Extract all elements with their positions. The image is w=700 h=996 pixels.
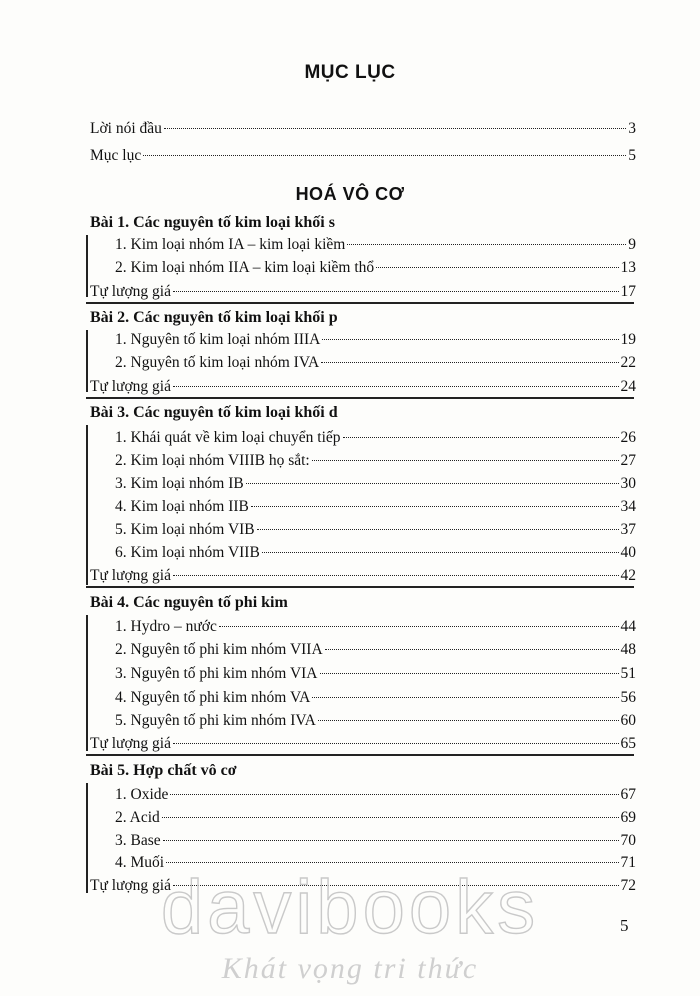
toc-entry [115, 711, 636, 731]
dot-leader [347, 244, 626, 245]
entry-page: 72 [620, 877, 636, 894]
toc-entry [115, 520, 636, 540]
entry-page: 24 [620, 378, 636, 395]
chapter-heading: Bài 4. Các nguyên tố phi kim [90, 594, 288, 611]
entry-page: 65 [620, 735, 636, 752]
dot-leader [312, 460, 619, 461]
section-rule [86, 397, 634, 399]
entry-label: 2. Kim loại nhóm VIIIB họ sắt: [115, 452, 310, 469]
entry-label: 1. Khái quát về kim loại chuyển tiếp [115, 429, 341, 446]
watermark-logo: davibooks [160, 865, 540, 950]
dot-leader [325, 649, 619, 650]
entry-page: 3 [628, 120, 636, 137]
entry-page: 60 [620, 712, 636, 729]
entry-label: 2. Nguyên tố phi kim nhóm VIIA [115, 641, 323, 658]
chapter-heading: Bài 2. Các nguyên tố kim loại khối p [90, 309, 338, 326]
entry-page: 42 [620, 567, 636, 584]
entry-label: 3. Kim loại nhóm IB [115, 475, 244, 492]
section-bracket [86, 235, 88, 297]
section-rule [86, 302, 634, 304]
section-bracket [86, 330, 88, 392]
toc-entry [115, 831, 636, 851]
entry-page: 13 [620, 259, 636, 276]
entry-label: 5. Kim loại nhóm VIB [115, 521, 255, 538]
entry-page: 37 [620, 521, 636, 538]
entry-label: 2. Nguyên tố kim loại nhóm IVA [115, 354, 320, 371]
dot-leader [320, 673, 619, 674]
dot-leader [251, 506, 619, 507]
entry-label: 1. Hydro – nước [115, 618, 217, 635]
toc-entry-preface [90, 119, 636, 139]
dot-leader [322, 339, 618, 340]
section-rule [86, 754, 634, 756]
entry-label: Tự lượng giá [90, 877, 171, 894]
entry-label: 1. Nguyên tố kim loại nhóm IIIA [115, 331, 321, 348]
dot-leader [173, 743, 619, 744]
dot-leader [163, 840, 619, 841]
entry-label: Tự lượng giá [90, 567, 171, 584]
toc-entry [115, 543, 636, 563]
dot-leader [318, 720, 619, 721]
watermark-tagline: Khát vọng tri thức [221, 952, 479, 985]
dot-leader [162, 817, 619, 818]
dot-leader [173, 386, 619, 387]
section-bracket [86, 425, 88, 585]
toc-entry-review [90, 282, 636, 302]
toc-entry [115, 258, 636, 278]
page-title: MỤC LỤC [304, 62, 396, 83]
toc-entry [115, 688, 636, 708]
entry-page: 19 [620, 331, 636, 348]
entry-label: 1. Oxide [115, 786, 169, 803]
toc-entry-review [90, 377, 636, 397]
entry-label: 2. Acid [115, 809, 160, 826]
toc-entry-review [90, 566, 636, 586]
toc-entry [115, 428, 636, 448]
dot-leader [143, 155, 626, 156]
entry-page: 48 [620, 641, 636, 658]
dot-leader [376, 267, 618, 268]
dot-leader [343, 437, 619, 438]
toc-entry [115, 497, 636, 517]
entry-page: 40 [620, 544, 636, 561]
entry-label: 4. Kim loại nhóm IIB [115, 498, 249, 515]
entry-label: 6. Kim loại nhóm VIIB [115, 544, 260, 561]
toc-entry [115, 474, 636, 494]
dot-leader [166, 862, 618, 863]
entry-page: 5 [628, 147, 636, 164]
entry-page: 27 [620, 452, 636, 469]
entry-label: 2. Kim loại nhóm IIA – kim loại kiềm thổ [115, 259, 375, 276]
dot-leader [257, 529, 619, 530]
toc-entry-review [90, 734, 636, 754]
entry-label: 4. Muối [115, 854, 165, 871]
dot-leader [170, 794, 618, 795]
dot-leader [246, 483, 619, 484]
entry-page: 69 [620, 809, 636, 826]
entry-page: 51 [620, 665, 636, 682]
dot-leader [321, 362, 618, 363]
entry-label: 4. Nguyên tố phi kim nhóm VA [115, 689, 311, 706]
section-bracket [86, 615, 88, 751]
entry-page: 56 [620, 689, 636, 706]
entry-label: 3. Base [115, 832, 161, 849]
chapter-heading: Bài 1. Các nguyên tố kim loại khối s [90, 214, 335, 231]
toc-entry [115, 664, 636, 684]
chapter-heading: Bài 5. Hợp chất vô cơ [90, 762, 237, 779]
dot-leader [219, 626, 619, 627]
entry-page: 34 [620, 498, 636, 515]
entry-page: 9 [628, 236, 636, 253]
page-number: 5 [620, 916, 629, 935]
toc-entry [115, 640, 636, 660]
entry-page: 71 [620, 854, 636, 871]
dot-leader [173, 575, 619, 576]
entry-page: 30 [620, 475, 636, 492]
toc-entry [115, 808, 636, 828]
entry-page: 17 [620, 283, 636, 300]
entry-label: 1. Kim loại nhóm IA – kim loại kiềm [115, 236, 346, 253]
toc-entry [115, 353, 636, 373]
toc-entry [115, 617, 636, 637]
dot-leader [312, 697, 618, 698]
toc-entry [115, 235, 636, 255]
entry-label: Tự lượng giá [90, 283, 171, 300]
dot-leader [173, 291, 619, 292]
entry-page: 26 [620, 429, 636, 446]
entry-label: Lời nói đầu [90, 120, 162, 137]
entry-label: Mục lục [90, 147, 142, 164]
toc-entry [115, 451, 636, 471]
entry-label: Tự lượng giá [90, 735, 171, 752]
toc-entry-contents [90, 146, 636, 166]
toc-entry [115, 330, 636, 350]
entry-label: Tự lượng giá [90, 378, 171, 395]
entry-page: 44 [620, 618, 636, 635]
dot-leader [164, 128, 626, 129]
entry-page: 22 [620, 354, 636, 371]
toc-entry [115, 785, 636, 805]
entry-page: 70 [620, 832, 636, 849]
section-title: HOÁ VÔ CƠ [295, 184, 405, 204]
chapter-heading: Bài 3. Các nguyên tố kim loại khối d [90, 404, 338, 421]
section-rule [86, 586, 634, 588]
entry-page: 67 [620, 786, 636, 803]
entry-label: 3. Nguyên tố phi kim nhóm VIA [115, 665, 318, 682]
entry-label: 5. Nguyên tố phi kim nhóm IVA [115, 712, 316, 729]
dot-leader [262, 552, 619, 553]
